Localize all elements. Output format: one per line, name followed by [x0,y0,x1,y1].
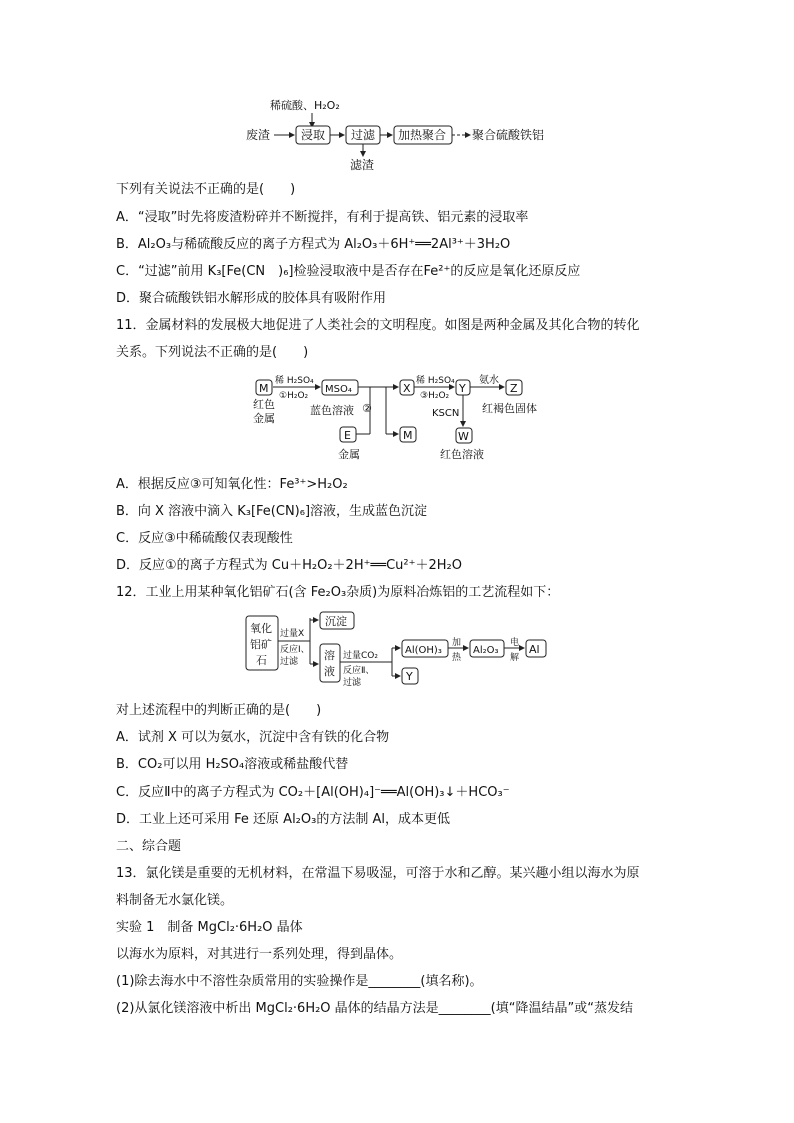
flow3-ore-line1: 氧化 [250,622,272,635]
flow2-m: M [259,382,269,395]
flow3-ore-line3: 石 [256,654,267,667]
flow3-elec-2: 解 [510,653,520,663]
flow2-m-desc2: 金属 [253,412,275,425]
flow2-m-desc1: 红色 [253,398,275,411]
flow1-input: 废渣 [246,128,271,142]
q12-option-d: D．工业上还可采用 Fe 还原 Al₂O₃的方法制 Al，成本更低 [116,812,450,827]
q11-option-a: A．根据反应③可知氧化性：Fe³⁺>H₂O₂ [116,477,348,492]
q10-option-c: C．“过滤”前用 K₃[Fe(CN )₆]检验浸取液中是否存在Fe²⁺的反应是氧化还原反应 [116,264,581,279]
q10-option-a: A．“浸取”时先将废渣粉碎并不断搅拌，有利于提高铁、铝元素的浸取率 [116,210,529,225]
flow3-heat-2: 热 [452,653,462,663]
flow1-output: 聚合硫酸铁铝 [472,128,545,142]
q13-part2: (2)从氯化镁溶液中析出 MgCl₂·6H₂O 晶体的结晶方法是________(填“降温结晶”或“蒸发结 [116,1001,633,1016]
q10-option-d: D．聚合硫酸铁铝水解形成的胶体具有吸附作用 [116,291,387,306]
q12-option-a: A．试剂 X 可以为氨水，沉淀中含有铁的化合物 [116,730,390,745]
flow3-heat-1: 加 [452,638,462,648]
flow3-r2-reagent: 过量CO₂ [343,651,378,661]
flow3-aloh3: Al(OH)₃ [405,645,442,656]
q13-part1: (1)除去海水中不溶性杂质常用的实验操作是________(填名称)。 [116,974,483,989]
flow3-r2-filter: 过滤 [343,678,362,688]
flow2-z-desc: 红褐色固体 [482,402,537,415]
flow3-r1-reagent: 过量X [280,629,305,639]
flow3-solution-1: 溶 [324,649,335,662]
flow2-kscn: KSCN [432,408,460,419]
q11-stem-line2: 关系。下列说法不正确的是( ) [116,345,309,360]
q12-option-b: B．CO₂可以用 H₂SO₄溶液或稀盐酸代替 [116,757,349,772]
q12-stem-2: 对上述流程中的判断正确的是( ) [116,703,322,718]
q10-stem: 下列有关说法不正确的是( ) [116,182,296,197]
flow3-al2o3: Al₂O₃ [473,645,499,656]
flow2-z: Z [510,382,518,395]
flow2-w-desc: 红色溶液 [440,448,484,461]
q13-stem-line2: 料制备无水氯化镁。 [116,893,234,908]
flow2-arrow3-bottom: ③H₂O₂ [420,391,450,401]
flow2-step2: ② [362,402,372,415]
flow2-y: Y [459,382,466,395]
flow2-arrow4-label: 氨水 [479,375,499,386]
flow2-e-desc: 金属 [338,448,360,461]
q13-stem-line1: 13．氯化镁是重要的无机材料，在常温下易吸湿，可溶于水和乙醇。某兴趣小组以海水为原 [116,866,640,881]
flow3-solution-2: 液 [324,665,335,678]
flow3-r1-label: 反应Ⅰ、 [280,645,310,655]
q12-option-c: C．反应Ⅱ中的离子方程式为 CO₂＋[Al(OH)₄]⁻══Al(OH)₃↓＋HCO₃⁻ [116,785,510,800]
flow1-step-polymerize: 加热聚合 [398,128,447,142]
flow1-reagent: 稀硫酸、H₂O₂ [270,99,340,112]
flow1-step-leach: 浸取 [301,128,326,142]
flow2-arrow3-top: 稀 H₂SO₄ [416,376,455,386]
flow2-w: W [458,430,469,443]
flow3-ore-line2: 铝矿 [250,638,272,651]
q13-experiment1-desc: 以海水为原料，对其进行一系列处理，得到晶体。 [116,947,403,962]
flow3-y: Y [406,670,413,683]
q13-experiment1-title: 实验 1 制备 MgCl₂·6H₂O 晶体 [116,920,303,935]
flow3-precipitate: 沉淀 [325,615,347,628]
section-title-comprehensive: 二、综合题 [116,839,182,854]
flow2-arrow1-top: 稀 H₂SO₄ [275,376,314,386]
q11-option-b: B．向 X 溶液中滴入 K₃[Fe(CN)₆]溶液，生成蓝色沉淀 [116,504,428,519]
flow1-step-filter: 过滤 [351,128,376,142]
flow1-residue: 滤渣 [350,158,375,172]
q11-option-c: C．反应③中稀硫酸仅表现酸性 [116,531,293,546]
flowchart-leaching [240,96,570,176]
flowchart-metal-conversion [250,372,550,464]
flow3-r2-label: 反应Ⅱ、 [343,666,375,676]
flow2-x: X [403,382,411,395]
q10-option-b: B．Al₂O₃与稀硫酸反应的离子方程式为 Al₂O₃＋6H⁺══2Al³⁺＋3H₂O [116,237,511,252]
flow2-e: E [344,429,351,442]
flow2-m2: M [403,429,413,442]
flow2-mso4-desc: 蓝色溶液 [310,404,354,417]
q12-stem: 12．工业上用某种氧化铝矿石(含 Fe₂O₃杂质)为原料冶炼铝的工艺流程如下： [116,585,560,600]
flow3-r1-filter: 过滤 [280,657,299,667]
flow3-al: Al [529,643,540,656]
flowchart-aluminum [242,608,562,690]
flow2-arrow1-bottom: ①H₂O₂ [279,391,309,401]
flow2-mso4: MSO₄ [325,384,352,395]
q11-stem-line1: 11．金属材料的发展极大地促进了人类社会的文明程度。如图是两种金属及其化合物的转化 [116,318,640,333]
flow3-elec-1: 电 [510,638,520,648]
q11-option-d: D．反应①的离子方程式为 Cu＋H₂O₂＋2H⁺══Cu²⁺＋2H₂O [116,558,462,573]
